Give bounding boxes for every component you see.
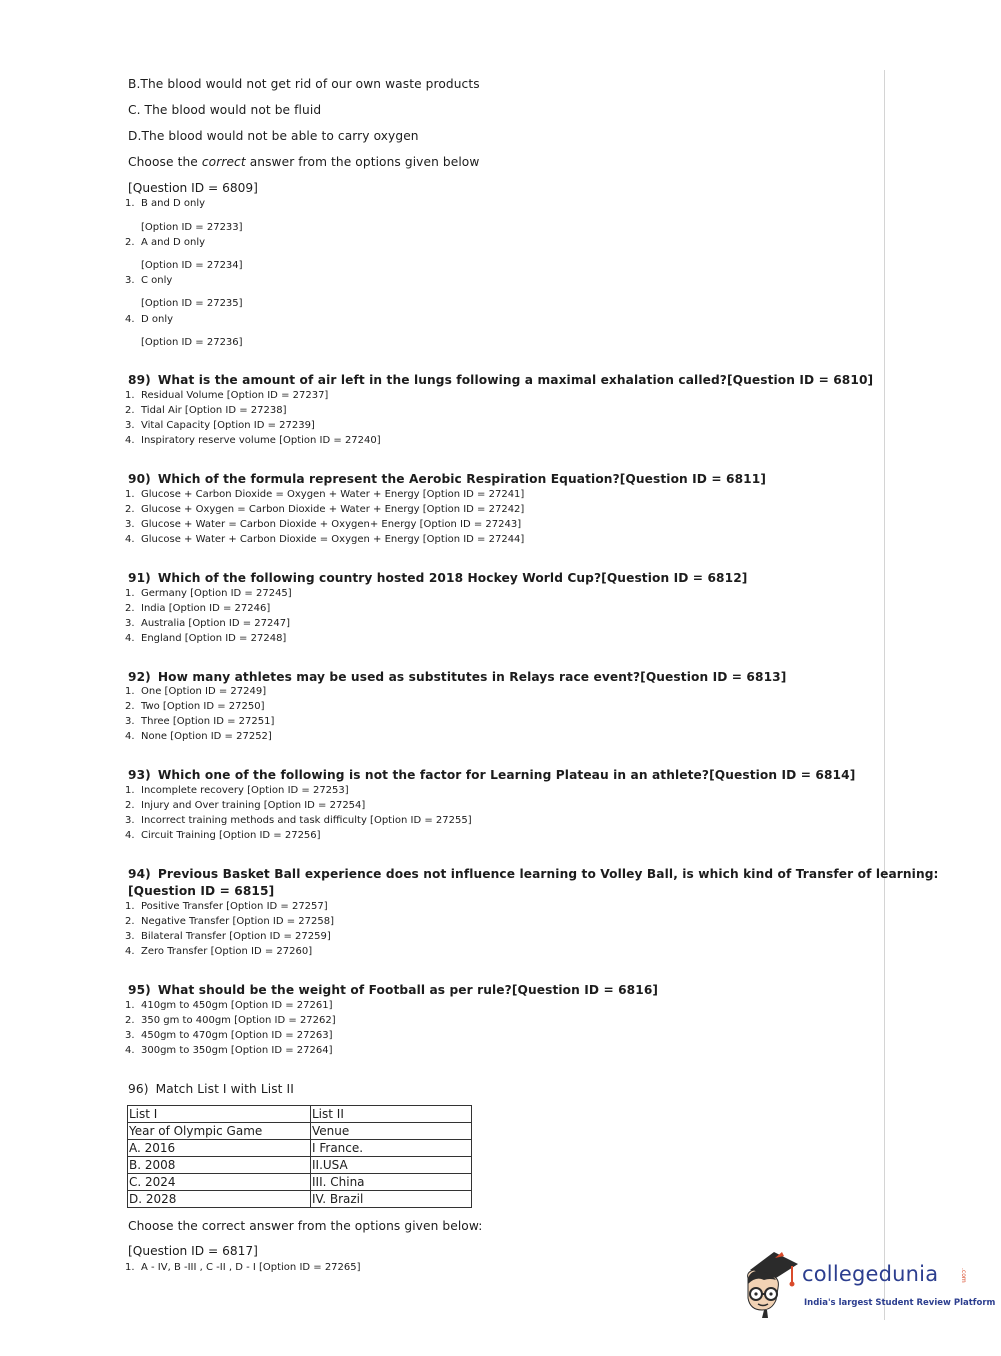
option-text: None [Option ID = 27252] xyxy=(141,731,272,742)
option-id: [Option ID = 27233] xyxy=(141,222,243,233)
option-item xyxy=(125,699,264,714)
option-item xyxy=(125,714,274,729)
option-item xyxy=(125,1028,332,1043)
question-number: 92) xyxy=(128,670,151,684)
question-text: Match List I with List II xyxy=(155,1082,294,1096)
option-text: Incomplete recovery [Option ID = 27253] xyxy=(141,785,349,796)
option-item xyxy=(125,944,312,959)
option-text: One [Option ID = 27249] xyxy=(141,686,267,697)
option-item xyxy=(125,616,290,631)
option-text: Tidal Air [Option ID = 27238] xyxy=(141,405,287,416)
table-cell: B. 2008 xyxy=(128,1157,311,1174)
option-text: Zero Transfer [Option ID = 27260] xyxy=(141,946,313,957)
option-item xyxy=(125,517,521,532)
option-text: Glucose + Oxygen = Carbon Dioxide + Water + Energy [Option ID = 27242] xyxy=(141,504,525,515)
option-item xyxy=(125,631,286,646)
option-item xyxy=(125,813,472,828)
option-text: Germany [Option ID = 27245] xyxy=(141,588,292,599)
question-text: Previous Basket Ball experience does not influence learning to Volley Ball, is which kind of Transfer of learning: xyxy=(157,867,939,881)
instruction-text: Choose the xyxy=(128,155,202,169)
option-number: 3. xyxy=(125,275,135,286)
option-number: 3. xyxy=(125,519,135,530)
page-margin-rule xyxy=(884,70,885,1320)
question-id: [Question ID = 6809] xyxy=(128,181,258,195)
option-number: 4. xyxy=(125,435,135,446)
option-item xyxy=(125,783,349,798)
question-number: 90) xyxy=(128,472,151,486)
question-heading xyxy=(128,371,873,389)
option-text: 300gm to 350gm [Option ID = 27264] xyxy=(141,1045,333,1056)
table-cell: I France. xyxy=(311,1140,472,1157)
question-text: Which one of the following is not the factor for Learning Plateau in an athlete?[Question ID = 6814] xyxy=(157,768,856,782)
option-number: 2. xyxy=(125,504,135,515)
table-cell: IV. Brazil xyxy=(311,1191,472,1208)
question-text: How many athletes may be used as substitutes in Relays race event?[Question ID = 6813] xyxy=(157,670,787,684)
option-text: Three [Option ID = 27251] xyxy=(141,716,275,727)
option-number: 3. xyxy=(125,716,135,727)
collegedunia-logo xyxy=(742,1248,996,1320)
option-number: 1. xyxy=(125,489,135,500)
option-number: 1. xyxy=(125,390,135,401)
option-item xyxy=(125,929,331,944)
instruction-emphasis: correct xyxy=(201,155,246,169)
option-text: Circuit Training [Option ID = 27256] xyxy=(141,830,321,841)
option-text: A and D only xyxy=(141,237,206,248)
question-text: What is the amount of air left in the lungs following a maximal exhalation called?[Question ID = 6810] xyxy=(157,373,874,387)
option-number: 3. xyxy=(125,815,135,826)
option-number: 3. xyxy=(125,1030,135,1041)
option-number: 1. xyxy=(125,588,135,599)
table-cell: D. 2028 xyxy=(128,1191,311,1208)
question-text: Which of the following country hosted 2018 Hockey World Cup?[Question ID = 6812] xyxy=(157,571,748,585)
table-cell: A. 2016 xyxy=(128,1140,311,1157)
table-row xyxy=(128,1140,472,1157)
instruction-text: answer from the options given below xyxy=(245,155,480,169)
option-text: Negative Transfer [Option ID = 27258] xyxy=(141,916,334,927)
option-item xyxy=(125,1043,332,1058)
question-text: What should be the weight of Football as per rule?[Question ID = 6816] xyxy=(157,983,659,997)
option-text: Glucose + Water + Carbon Dioxide = Oxygen + Energy [Option ID = 27244] xyxy=(141,534,525,545)
option-number: 2. xyxy=(125,1015,135,1026)
option-number: 4. xyxy=(125,1045,135,1056)
option-item xyxy=(125,684,266,699)
table-cell: List I xyxy=(128,1106,311,1123)
statement-b: B.The blood would not get rid of our own waste products xyxy=(128,77,480,91)
option-number: 3. xyxy=(125,420,135,431)
option-item xyxy=(125,388,328,403)
mascot-icon xyxy=(742,1248,802,1318)
option-text: Australia [Option ID = 27247] xyxy=(141,618,290,629)
question-heading xyxy=(128,470,766,488)
option-item xyxy=(125,798,365,813)
option-number: 4. xyxy=(125,830,135,841)
option-number: 2. xyxy=(125,603,135,614)
option-id: [Option ID = 27236] xyxy=(141,337,243,348)
option-text: India [Option ID = 27246] xyxy=(141,603,271,614)
match-table xyxy=(127,1105,472,1208)
option-number: 1. xyxy=(125,686,135,697)
question-number: 95) xyxy=(128,983,151,997)
option-item xyxy=(125,418,315,433)
table-cell: List II xyxy=(311,1106,472,1123)
option-number: 3. xyxy=(125,931,135,942)
option-text: Vital Capacity [Option ID = 27239] xyxy=(141,420,315,431)
table-cell: II.USA xyxy=(311,1157,472,1174)
option-text: Glucose + Water = Carbon Dioxide + Oxygen+ Energy [Option ID = 27243] xyxy=(141,519,522,530)
table-row xyxy=(128,1174,472,1191)
option-number: 3. xyxy=(125,618,135,629)
table-cell: Venue xyxy=(311,1123,472,1140)
table-row xyxy=(128,1123,472,1140)
option-text: Positive Transfer [Option ID = 27257] xyxy=(141,901,328,912)
table-row xyxy=(128,1106,472,1123)
statement-d: D.The blood would not be able to carry oxygen xyxy=(128,129,419,143)
option-item xyxy=(125,433,381,448)
option-item xyxy=(125,312,173,327)
option-number: 2. xyxy=(125,800,135,811)
option-item xyxy=(125,196,205,211)
option-number: 1. xyxy=(125,901,135,912)
option-number: 2. xyxy=(125,405,135,416)
option-item xyxy=(125,532,524,547)
option-number: 4. xyxy=(125,731,135,742)
question-heading xyxy=(128,766,855,784)
option-text: 350 gm to 400gm [Option ID = 27262] xyxy=(141,1015,336,1026)
question-id: [Question ID = 6817] xyxy=(128,1244,258,1258)
option-text: England [Option ID = 27248] xyxy=(141,633,287,644)
option-text: Injury and Over training [Option ID = 27254] xyxy=(141,800,366,811)
option-item xyxy=(125,828,321,843)
question-number: 91) xyxy=(128,571,151,585)
question-number: 93) xyxy=(128,768,151,782)
option-item xyxy=(125,601,270,616)
option-text: Glucose + Carbon Dioxide = Oxygen + Water + Energy [Option ID = 27241] xyxy=(141,489,525,500)
option-text: B and D only xyxy=(141,198,206,209)
option-item xyxy=(125,899,328,914)
logo-wordmark: collegedunia xyxy=(802,1262,939,1286)
statement-c: C. The blood would not be fluid xyxy=(128,103,322,117)
option-item xyxy=(125,502,524,517)
option-number: 4. xyxy=(125,946,135,957)
option-number: 1. xyxy=(125,198,135,209)
option-text: Incorrect training methods and task difficulty [Option ID = 27255] xyxy=(141,815,472,826)
option-text: C only xyxy=(141,275,173,286)
question-number: 94) xyxy=(128,867,151,881)
option-text: Inspiratory reserve volume [Option ID = 27240] xyxy=(141,435,381,446)
option-number: 2. xyxy=(125,237,135,248)
option-text: D only xyxy=(141,314,174,325)
option-number: 1. xyxy=(125,1262,135,1273)
option-item xyxy=(125,403,286,418)
option-item xyxy=(125,586,292,601)
option-number: 4. xyxy=(125,633,135,644)
option-item xyxy=(125,998,332,1013)
question-number: 89) xyxy=(128,373,151,387)
table-cell: Year of Olympic Game xyxy=(128,1123,311,1140)
instruction xyxy=(128,154,479,170)
question-text: Which of the formula represent the Aerobic Respiration Equation?[Question ID = 6811] xyxy=(157,472,766,486)
option-id: [Option ID = 27235] xyxy=(141,298,243,309)
option-item xyxy=(125,235,205,250)
instruction: Choose the correct answer from the options given below: xyxy=(128,1219,483,1233)
option-item xyxy=(125,487,524,502)
option-text: 410gm to 450gm [Option ID = 27261] xyxy=(141,1000,333,1011)
option-number: 4. xyxy=(125,534,135,545)
option-number: 1. xyxy=(125,1000,135,1011)
option-text: Residual Volume [Option ID = 27237] xyxy=(141,390,329,401)
question-heading xyxy=(128,865,939,883)
question-heading xyxy=(128,981,658,999)
table-cell: C. 2024 xyxy=(128,1174,311,1191)
option-text: A - IV, B -III , C -II , D - I [Option ID = 27265] xyxy=(141,1262,361,1273)
option-number: 1. xyxy=(125,785,135,796)
logo-com: .com xyxy=(960,1268,967,1283)
table-row xyxy=(128,1191,472,1208)
option-item xyxy=(125,729,272,744)
table-cell: III. China xyxy=(311,1174,472,1191)
question-heading xyxy=(128,1080,294,1098)
question-heading xyxy=(128,569,747,587)
option-text: Two [Option ID = 27250] xyxy=(141,701,265,712)
question-number: 96) xyxy=(128,1082,149,1096)
option-text: Bilateral Transfer [Option ID = 27259] xyxy=(141,931,331,942)
option-number: 2. xyxy=(125,701,135,712)
option-item xyxy=(125,1260,361,1275)
table-row xyxy=(128,1157,472,1174)
option-id: [Option ID = 27234] xyxy=(141,260,243,271)
option-item xyxy=(125,1013,336,1028)
question-id: [Question ID = 6815] xyxy=(128,884,275,898)
option-text: 450gm to 470gm [Option ID = 27263] xyxy=(141,1030,333,1041)
option-item xyxy=(125,914,334,929)
option-item xyxy=(125,273,172,288)
option-number: 2. xyxy=(125,916,135,927)
logo-tagline: India's largest Student Review Platform xyxy=(804,1298,996,1308)
option-number: 4. xyxy=(125,314,135,325)
